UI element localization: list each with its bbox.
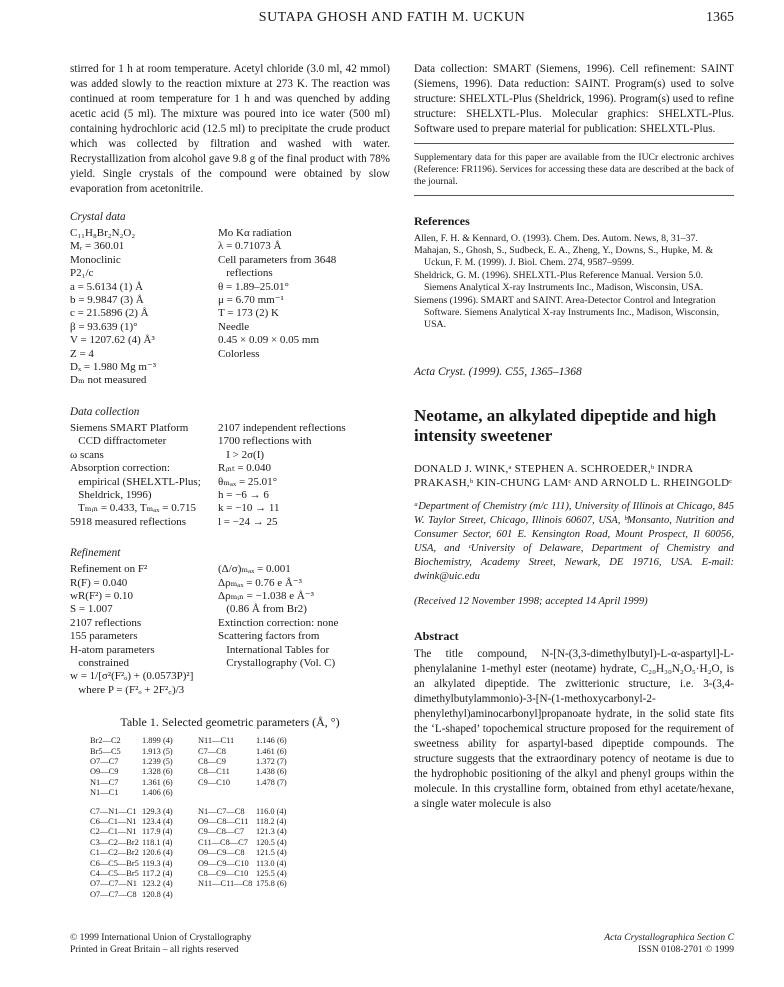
references-heading: References bbox=[414, 213, 470, 228]
grid-cell: Scattering factors from bbox=[218, 630, 320, 643]
printed-line: Printed in Great Britain – all rights reserved bbox=[70, 944, 239, 955]
abstract-heading: Abstract bbox=[414, 628, 459, 643]
table-cell: 1.328 (6) bbox=[142, 767, 173, 777]
table-cell: 120.5 (4) bbox=[256, 837, 287, 847]
grid-cell: Siemens SMART Platform bbox=[70, 421, 189, 434]
table-cell: O7—C7 bbox=[90, 757, 119, 766]
table-cell: O7—C7—C8 bbox=[90, 889, 137, 899]
grid-cell: 155 parameters bbox=[70, 630, 138, 643]
table-cell bbox=[198, 890, 256, 900]
table-cell: 129.3 (4) bbox=[142, 806, 173, 816]
table-cell: 1.899 (4) bbox=[142, 736, 173, 746]
table-gap bbox=[90, 799, 302, 807]
supplementary-text: Supplementary data for this paper are available from the IUCr electronic archives (Reference: FR1196). Services for accessing these data are described at the back of the journal. bbox=[414, 152, 734, 188]
refinement-heading: Refinement bbox=[70, 547, 121, 560]
table-cell: Br5—C5 bbox=[90, 746, 121, 756]
table-cell: N1—C7 bbox=[90, 777, 119, 787]
table-cell: 116.0 (4) bbox=[256, 806, 287, 816]
table-cell: 1.406 (6) bbox=[142, 788, 173, 798]
copyright-line: © 1999 International Union of Crystallography bbox=[70, 932, 252, 943]
grid-cell: 0.45 × 0.09 × 0.05 mm bbox=[218, 334, 320, 347]
table-cell: 121.5 (4) bbox=[256, 848, 287, 858]
grid-cell: Dₘ not measured bbox=[70, 374, 147, 387]
table-cell: C2—C1—N1 bbox=[90, 827, 137, 837]
grid-cell: V = 1207.62 (4) Å³ bbox=[70, 334, 155, 347]
table-cell: C8—C9 bbox=[198, 757, 226, 766]
data-collection-text: Data collection: SMART (Siemens, 1996). Cell refinement: SAINT (Siemens, 1996). Data reduction: SAINT. Program(s) used to solve structure: SHELXTL-Plus (Sheldrick, 1996). Program(s) used to refine structure: SHELXTL-Plus. Molecular graphics: SHELXTL-Plus. Software used to prepare material for publication: SHELXTL-Plus. bbox=[414, 63, 734, 135]
grid-cell: Z = 4 bbox=[70, 347, 94, 360]
table-cell: 119.3 (4) bbox=[142, 858, 173, 868]
table-cell: C6—C5—Br5 bbox=[90, 858, 139, 868]
table-cell: C11—C8—C7 bbox=[198, 837, 248, 847]
grid-cell: International Tables for bbox=[218, 643, 330, 656]
table-cell: N1—C7—C8 bbox=[198, 806, 245, 816]
geometric-parameters-table bbox=[90, 736, 390, 900]
grid-cell: Monoclinic bbox=[70, 253, 121, 266]
page-number: 1365 bbox=[706, 10, 734, 25]
grid-cell: 1700 reflections with bbox=[218, 435, 312, 448]
grid-cell: reflections bbox=[218, 267, 273, 280]
journal-issn: ISSN 0108-2701 © 1999 bbox=[637, 944, 734, 955]
grid-cell: CCD diffractometer bbox=[70, 435, 167, 448]
table-cell: C6—C1—N1 bbox=[90, 817, 137, 827]
table-cell: O9—C9—C10 bbox=[198, 858, 249, 868]
table-cell: 1.361 (6) bbox=[142, 777, 173, 787]
grid-cell bbox=[218, 374, 390, 387]
data-collection-grid bbox=[70, 422, 390, 529]
table-cell: 113.0 (4) bbox=[256, 858, 287, 868]
journal-section: Acta Crystallographica Section C bbox=[604, 932, 734, 943]
grid-cell: Extinction correction: none bbox=[218, 616, 339, 629]
table-cell: C4—C5—Br5 bbox=[90, 869, 139, 879]
grid-cell: β = 93.639 (1)° bbox=[70, 320, 138, 333]
table-cell: O9—C9—C8 bbox=[198, 848, 245, 858]
grid-cell: constrained bbox=[70, 656, 129, 669]
grid-cell: h = −6 → 6 bbox=[218, 488, 269, 501]
grid-cell: R(F) = 0.040 bbox=[70, 576, 128, 589]
table-cell: N1—C1 bbox=[90, 788, 119, 798]
grid-cell: Δρₘᵢₙ = −1.038 e Å⁻³ bbox=[218, 589, 314, 602]
table-cell bbox=[256, 788, 302, 798]
grid-cell: Cell parameters from 3648 bbox=[218, 253, 337, 266]
grid-cell: Refinement on F² bbox=[70, 563, 148, 576]
table-cell: 117.2 (4) bbox=[142, 869, 173, 879]
crystal-data-grid bbox=[70, 227, 390, 388]
footer-copyright bbox=[70, 932, 251, 956]
grid-cell: T = 173 (2) K bbox=[218, 307, 279, 320]
grid-cell: Mᵣ = 360.01 bbox=[70, 240, 125, 253]
table-caption: Table 1. Selected geometric parameters (Å, °) bbox=[120, 715, 340, 730]
grid-cell: C₁₁H₈Br₂N₂O₂ bbox=[70, 227, 136, 239]
abstract-text: The title compound, N-[N-(3,3-dimethylbutyl)-L-α-aspartyl]-L-phenylalanine 1-methyl ester (neotame) hydrate, C₂₀H₃₀N₂O₅·H₂O, is an alkylated dipeptide. The zwitterionic structure, i.e. 3-(3,4-dimethylbutylammonio)-3-[N-(1-methoxycarbonyl-2-phenylethyl)aminocarbonyl]propanoate hydrate, in the solid state fits the ‘L-shaped’ topochemical structure proposed for the requirement of sweetness ability for aspartyl-based dipeptide compounds. The structure suggests that the extraordinary potency of neotame is due to the hydrophobic positioning of the alkyl and phenyl groups within the molecule. In this crystalline form, obtained from ethyl acetate/hexane, a single water molecule is also bbox=[414, 647, 734, 810]
table-cell bbox=[198, 788, 256, 798]
grid-cell: Sheldrick, 1996) bbox=[70, 488, 152, 501]
table-cell: 1.239 (5) bbox=[142, 757, 173, 766]
table-cell: 125.5 (4) bbox=[256, 869, 287, 879]
table-cell: 1.372 (7) bbox=[256, 757, 287, 766]
table-cell: 175.8 (6) bbox=[256, 879, 287, 889]
grid-cell: where P = (F²ₒ + 2F²꜀)/3 bbox=[70, 683, 185, 696]
grid-cell: P2₁/c bbox=[70, 267, 94, 280]
left-column bbox=[70, 62, 390, 900]
grid-cell: Needle bbox=[218, 320, 250, 333]
divider bbox=[414, 143, 734, 144]
table-cell: 1.146 (6) bbox=[256, 736, 287, 746]
grid-cell: a = 5.6134 (1) Å bbox=[70, 280, 144, 293]
table-cell: C7—C8 bbox=[198, 746, 226, 756]
grid-cell: S = 1.007 bbox=[70, 603, 113, 616]
grid-cell: l = −24 → 25 bbox=[218, 515, 278, 528]
table-cell: 117.9 (4) bbox=[142, 827, 173, 837]
grid-cell: Crystallography (Vol. C) bbox=[218, 656, 336, 669]
grid-cell: λ = 0.71073 Å bbox=[218, 240, 282, 253]
running-head-authors: SUTAPA GHOSH AND FATIH M. UCKUN bbox=[258, 10, 526, 25]
table-cell: O9—C9 bbox=[90, 767, 119, 777]
reference-item: Sheldrick, G. M. (1996). SHELXTL-Plus Reference Manual. Version 5.0. Siemens Analytical X-ray Instruments Inc., Madison, Wisconsin, USA. bbox=[414, 269, 704, 294]
experimental-text: stirred for 1 h at room temperature. Acetyl chloride (3.0 ml, 42 mmol) was added slowly to the reaction mixture at 273 K. The reaction was continued at room temperature for 1 h and was quenched by adding acetic acid (5 ml). The mixture was poured into ice water (500 ml) containing hydrochloric acid (12.5 ml) to precipitate the crude product which was collected by filtration and washed with water. Recrystallization from alcohol gave 9.8 g of the final product with 78% yield. Single crystals of the compound were obtained by slow evaporation from acetonitrile. bbox=[70, 63, 390, 195]
refinement-grid bbox=[70, 563, 390, 697]
grid-cell: (0.86 Å from Br2) bbox=[218, 603, 307, 616]
grid-cell: Dₓ = 1.980 Mg m⁻³ bbox=[70, 361, 157, 374]
right-column bbox=[414, 62, 734, 812]
grid-cell: Absorption correction: bbox=[70, 462, 170, 475]
table-cell: C9—C8—C7 bbox=[198, 827, 245, 837]
grid-cell: b = 9.9847 (3) Å bbox=[70, 294, 144, 307]
reference-item: Mahajan, S., Ghosh, S., Sudbeck, E. A., Zheng, Y., Downs, S., Hupke, M. & Uckun, F. M. (1999). J. Biol. Chem. 274, 9587–9599. bbox=[414, 245, 714, 269]
table-cell: C7—N1—C1 bbox=[90, 806, 137, 816]
table-cell: Br2—C2 bbox=[90, 736, 121, 746]
grid-cell: empirical (SHELXTL-Plus; bbox=[70, 475, 201, 488]
grid-cell: Rᵢₙₜ = 0.040 bbox=[218, 462, 272, 475]
table-cell: O9—C8—C11 bbox=[198, 817, 249, 827]
grid-cell: k = −10 → 11 bbox=[218, 502, 280, 515]
table-cell: C9—C10 bbox=[198, 777, 231, 787]
table-cell: C1—C2—Br2 bbox=[90, 848, 139, 858]
table-cell: C8—C11 bbox=[198, 767, 230, 777]
table-cell: N11—C11 bbox=[198, 736, 235, 746]
article-citation: Acta Cryst. (1999). C55, 1365–1368 bbox=[414, 365, 582, 378]
reference-item: Allen, F. H. & Kennard, O. (1993). Chem. Des. Autom. News, 8, 31–37. bbox=[414, 232, 698, 244]
table-cell: 1.461 (6) bbox=[256, 746, 287, 756]
crystal-data-heading: Crystal data bbox=[70, 211, 126, 223]
divider bbox=[414, 195, 734, 196]
grid-cell: θ = 1.89–25.01° bbox=[218, 280, 289, 293]
table-cell: N11—C11—C8 bbox=[198, 879, 253, 889]
references-list bbox=[414, 233, 734, 332]
article-title: Neotame, an alkylated dipeptide and high intensity sweetener bbox=[414, 405, 717, 445]
grid-cell: (Δ/σ)ₘₐₓ = 0.001 bbox=[218, 563, 291, 576]
table-cell: 121.3 (4) bbox=[256, 827, 287, 837]
received-dates: (Received 12 November 1998; accepted 14 April 1999) bbox=[414, 595, 648, 607]
table-cell bbox=[256, 890, 302, 900]
grid-cell: w = 1/[σ²(F²ₒ) + (0.0573P)²] bbox=[70, 670, 194, 683]
table-cell: C3—C2—Br2 bbox=[90, 837, 139, 847]
reference-item: Siemens (1996). SMART and SAINT. Area-Detector Control and Integration Software. Siemens Analytical X-ray Instruments Inc., Madison, Wisconsin, USA. bbox=[414, 294, 719, 331]
grid-cell: Colorless bbox=[218, 347, 260, 360]
grid-cell: Mo Kα radiation bbox=[218, 227, 292, 239]
footer-journal bbox=[604, 932, 734, 956]
grid-cell bbox=[218, 670, 390, 683]
table-cell: O7—C7—N1 bbox=[90, 879, 137, 889]
grid-cell bbox=[218, 684, 390, 697]
table-cell: 120.8 (4) bbox=[142, 889, 173, 899]
grid-cell: Tₘᵢₙ = 0.433, Tₘₐₓ = 0.715 bbox=[70, 502, 196, 515]
table-cell: C8—C9—C10 bbox=[198, 869, 249, 879]
table-cell: 123.2 (4) bbox=[142, 879, 173, 889]
table-cell: 1.478 (7) bbox=[256, 777, 287, 787]
table-cell: 118.1 (4) bbox=[142, 837, 173, 847]
table-cell: 118.2 (4) bbox=[256, 817, 287, 827]
grid-cell: c = 21.5896 (2) Å bbox=[70, 307, 149, 320]
grid-cell: 5918 measured reflections bbox=[70, 515, 187, 528]
grid-cell bbox=[218, 361, 390, 374]
table-cell: 1.438 (6) bbox=[256, 767, 287, 777]
grid-cell: Δρₘₐₓ = 0.76 e Å⁻³ bbox=[218, 576, 302, 589]
author-affiliations: ᵃDepartment of Chemistry (m/c 111), University of Illinois at Chicago, 845 W. Taylor Street, Chicago, Illinois 60607, USA, ᵇMonsanto, Nutrition and Consumer Sector, 601 E. Kensington Road, Mount Prospect, Il 60056, USA, and ᶜUniversity of Delaware, Department of Chemistry and Biochemistry, Academy Street, Newark, DE 19716, USA. E-mail: dwink@uic.edu bbox=[414, 500, 734, 582]
article-authors: DONALD J. WINK,ᵃ STEPHEN A. SCHROEDER,ᵇ INDRA PRAKASH,ᵇ KIN-CHUNG LAMᶜ AND ARNOLD L. RHEINGOLDᶜ bbox=[414, 462, 733, 489]
grid-cell: 2107 independent reflections bbox=[218, 421, 346, 434]
data-collection-heading: Data collection bbox=[70, 405, 140, 418]
grid-cell: wR(F²) = 0.10 bbox=[70, 589, 133, 602]
table-cell: 1.913 (5) bbox=[142, 746, 173, 756]
grid-cell: μ = 6.70 mm⁻¹ bbox=[218, 294, 284, 307]
grid-cell: θₘₐₓ = 25.01° bbox=[218, 475, 278, 488]
grid-cell: ω scans bbox=[70, 448, 104, 461]
table-cell: 120.6 (4) bbox=[142, 848, 173, 858]
table-cell: 123.4 (4) bbox=[142, 817, 173, 827]
running-head bbox=[0, 10, 784, 32]
grid-cell: H-atom parameters bbox=[70, 643, 155, 656]
grid-cell: 2107 reflections bbox=[70, 616, 142, 629]
grid-cell: I > 2σ(I) bbox=[218, 448, 265, 461]
